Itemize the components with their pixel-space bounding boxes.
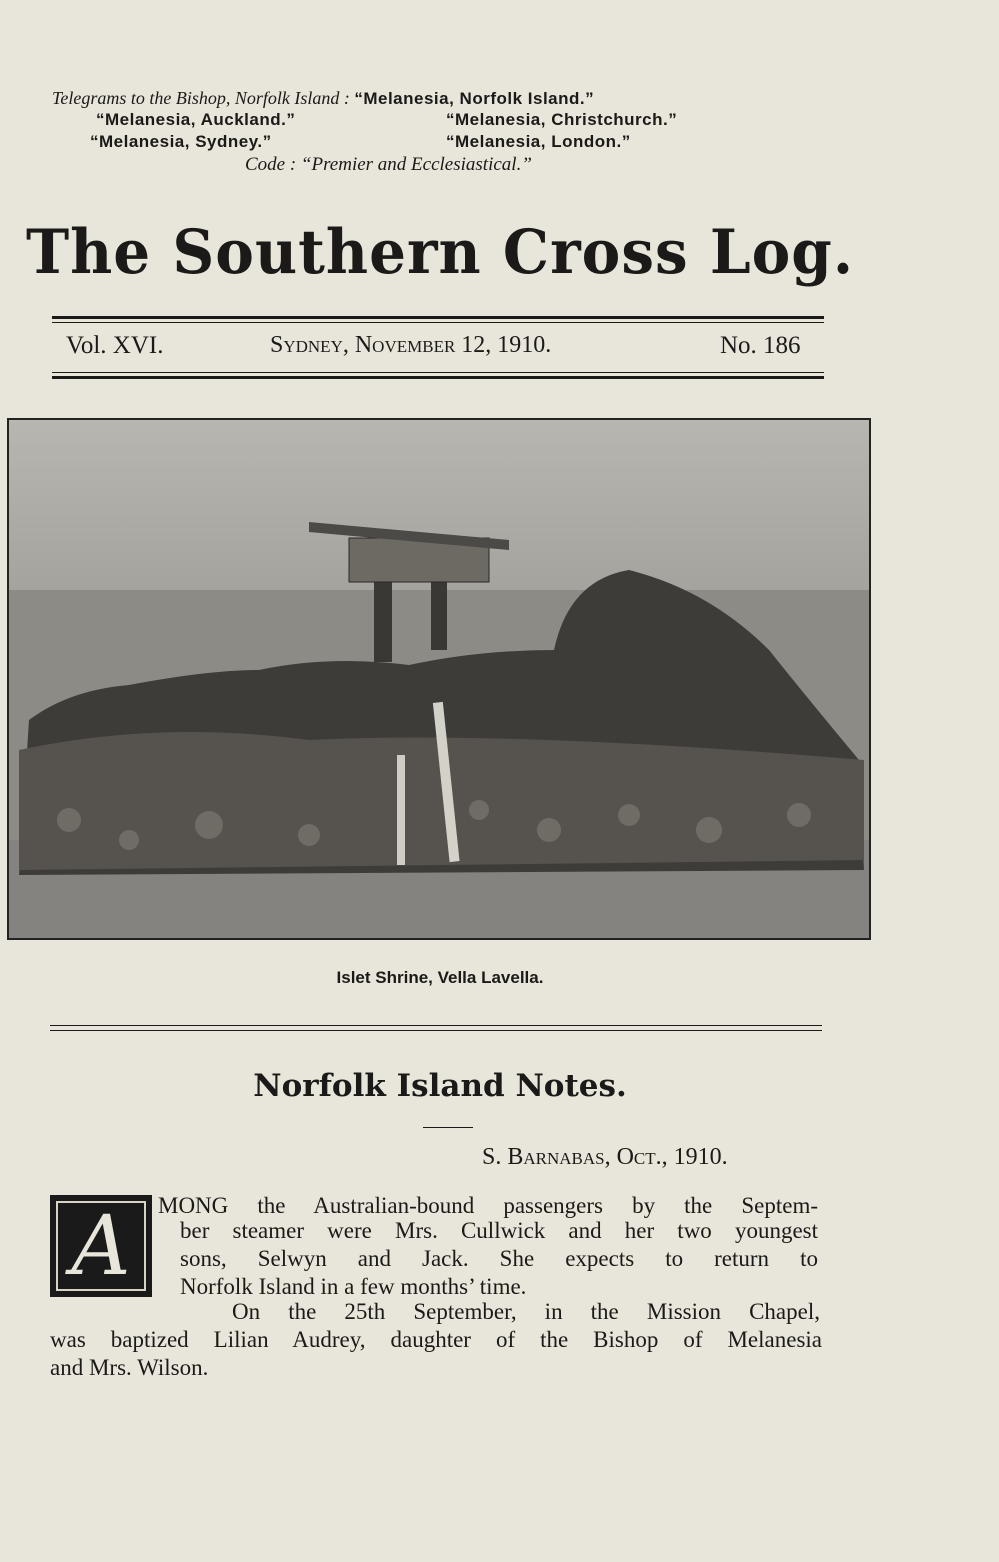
article-dateline: S. Barnabas, Oct., 1910. <box>482 1144 728 1170</box>
divider <box>50 1030 822 1031</box>
divider <box>52 372 824 373</box>
divider <box>52 322 824 323</box>
paragraph-line: and Mrs. Wilson. <box>50 1355 209 1380</box>
telegram-address: “Melanesia, Norfolk Island.” <box>354 89 595 108</box>
telegram-line-1 <box>52 88 852 109</box>
telegram-address: “Melanesia, Auckland.” <box>96 110 296 129</box>
divider <box>52 376 824 379</box>
volume: Vol. XVI. <box>66 332 164 359</box>
telegram-address: “Melanesia, London.” <box>446 132 631 151</box>
paragraph-line: On the 25th September, in the Mission Chapel, <box>232 1299 820 1324</box>
publication-title: The Southern Cross Log. <box>25 216 855 288</box>
divider <box>50 1025 822 1026</box>
paragraph-line: MONG the Australian-bound passengers by the Septem- <box>158 1193 818 1218</box>
telegram-code: Code : “Premier and Ecclesiastical.” <box>245 154 532 175</box>
drop-cap-ornament <box>50 1195 152 1297</box>
drop-cap-letter: A <box>71 1199 131 1294</box>
divider <box>52 316 824 319</box>
paragraph-line: Norfolk Island in a few months’ time. <box>180 1274 527 1299</box>
photo-caption: Islet Shrine, Vella Lavella. <box>336 968 544 987</box>
telegram-address: “Melanesia, Christchurch.” <box>446 110 678 129</box>
paragraph-line: was baptized Lilian Audrey, daughter of the Bishop of Melanesia <box>50 1327 822 1352</box>
paragraph-line: sons, Selwyn and Jack. She expects to return to <box>180 1246 818 1271</box>
article-heading: Norfolk Island Notes. <box>253 1068 627 1104</box>
telegram-address: “Melanesia, Sydney.” <box>90 132 272 151</box>
dateline: Sydney, November 12, 1910. <box>270 332 552 358</box>
photo-islet-shrine <box>7 418 871 940</box>
issue-number: No. 186 <box>720 332 801 359</box>
short-rule <box>423 1127 473 1128</box>
paragraph-line: ber steamer were Mrs. Cullwick and her two youngest <box>180 1218 818 1243</box>
telegram-intro: Telegrams to the Bishop, Norfolk Island : <box>52 88 350 108</box>
